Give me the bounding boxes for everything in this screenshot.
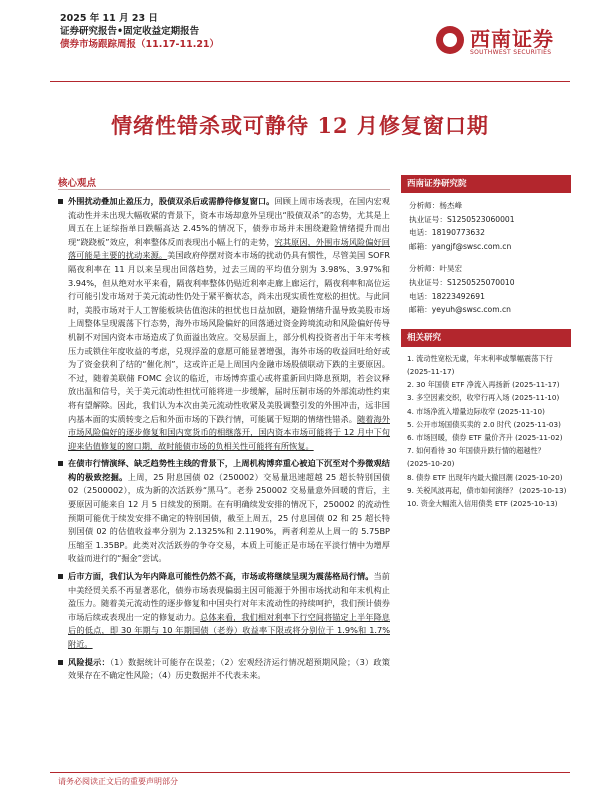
- analyst-spacer: [409, 253, 565, 262]
- paragraph-underlined: 总体来看，我们相对利率下行空间将锚定上半年降息后的低点，即 30 年期与 10 年期国债（老券）收益率下限或将分别位于 1.9%和 1.7%附近。: [68, 611, 390, 649]
- paragraph-body: 回顾上周市场表现，在国内宏观流动性并未出现大幅收紧的背景下，资本市场却意外呈现出“股债双杀”的态势，尤其是上周五在上证综指单日跌幅高达 2.45%的情况下，债券市场并未围绕避险情绪提升而出现“跷跷板”效应，利率整体反而表现出小幅上行的走势，: [68, 196, 390, 247]
- analyst-cert: 执业证号：S1250525070010: [409, 277, 515, 287]
- related-item[interactable]: 5. 公开市场国债买卖的 2.0 时代 (2025-11-03): [407, 419, 561, 429]
- core-view-section: [58, 175, 390, 687]
- paragraph-tail-underlined: 随着海外市场风险偏好的逐步修复和国内宽货币的相继落开，国内资本市场可能将于 12 月中下旬迎来估值修复的窗口期，故时能债市场的负相关性可能将有所恢复。: [68, 413, 390, 451]
- related-item[interactable]: 7. 如何看待 30 年国债升跌行情的超越性？ (2025-10-20): [407, 446, 545, 469]
- report-category: 证券研究报告•固定收益定期报告: [60, 26, 200, 37]
- paragraph-body: 上周，25 附息国债 02（250002）交易量迅速超越 25 超长特别国债 02（2500002），成为新的次活跃券“黑马”。老券 250002 交易量意外回暖的背后，主要原因可能来自 12 月 5 日续发的预期。在有明确续发安排的情况下，250002 的流动性预期可能优于续发安排不确定的特别国债，截至上周五，25 付息国债 02 和 25 超长特别国债 02 的估值收益率分别为 2.1325%和 2.1190%，两者利差从上周一的 5.75BP 压缩至 1.35BP。此类对次活跃券的争夺交易，本质上可能正是市场在平淡行情中为增厚收益而进行的“掘金”尝试。: [68, 471, 390, 564]
- core-view-paragraph-2: [58, 457, 390, 566]
- related-item[interactable]: 9. 关税风波再起，债市如何演绎？ (2025-10-13): [407, 485, 567, 495]
- analyst-name: 分析师：叶昊宏: [409, 264, 463, 274]
- core-view-paragraph-1: [58, 195, 390, 453]
- analyst-block: [401, 193, 571, 317]
- company-logo: [436, 22, 566, 58]
- report-meta: [60, 12, 219, 51]
- related-title: 相关研究: [401, 329, 571, 347]
- analyst-email[interactable]: 邮箱：yangjf@swsc.com.cn: [409, 241, 512, 251]
- related-item[interactable]: 1. 流动性宽松无虞，年末利率或掣幅震荡下行 (2025-11-17): [407, 353, 553, 376]
- logo-name-cn: 西南证券: [470, 27, 554, 51]
- logo-name-en: SOUTHWEST SECURITIES: [470, 49, 552, 56]
- related-item[interactable]: 6. 市场回暖，债券 ETF 量价齐升 (2025-11-02): [407, 432, 563, 442]
- paragraph-body: 当前中美经贸关系不再显著恶化，债券市场表现偏弱主因可能源于外围市场扰动和年末机构止盈压力。随着美元流动性的逐步修复和中国央行对年末流动性的持续呵护，我们预计债券市场后续或表现出一定的修复动力。: [68, 571, 390, 622]
- risk-body: （1）数据统计可能存在误差；（2）宏观经济运行情况超预期风险；（3）政策效果存在不确定性风险；（4）历史数据并不代表未来。: [68, 656, 390, 681]
- report-title: 情绪性错杀或可静待 12 月修复窗口期: [111, 113, 489, 138]
- analyst-email[interactable]: 邮箱：yeyuh@swsc.com.cn: [409, 305, 511, 315]
- analyst-cert: 执业证号：S1250523060001: [409, 214, 515, 224]
- paragraph-lead: 外围扰动叠加止盈压力，股债双杀后或需静待修复窗口。: [68, 196, 275, 206]
- related-item[interactable]: 3. 多空因素交织，收窄行再入场 (2025-11-10): [407, 393, 560, 403]
- related-list: [401, 347, 571, 510]
- analyst-phone: 电话：18190773632: [409, 228, 485, 238]
- paragraph-lead: 在债市行情演绎、缺乏趋势性主线的背景下，上周机构博弈重心被迫下沉至对个券微观结构的极致挖掘。: [68, 458, 390, 482]
- header-divider: [50, 81, 570, 82]
- paragraph-tail: 美国政府停摆对资本市场的扰动仍具有惯性，尽管美国 SOFR 隔夜利率在 11 月以来呈现出回落趋势，过去三周的平均值分别为 3.98%、3.97%和 3.94%，但从绝对水平来看，隔夜利率整体仍贴近利率走廊上廊运行，隔夜利率和高位运行可能引发市场对于美元流动性仍处于紧平衡状态，尚未出现实质性宽松的担忧。与此同时，美股市场对于人工智能板块估值泡沫的担忧也日益加剧，避险情绪升温导致美股市场上周整体呈现震荡下行态势，海外市场风险偏好的回落通过资金跨境流动和风险偏好传导机制不对国内资本市场造成了负面溢出效应。交易层面上，部分机构投资者出于年末考核压力或锁住年度收益的考虑，兑现浮盈的意愿可能显著增强，海外市场的收益回吐给好或为了资金获利了结的“催化剂”，这或许正是上周国内金融市场股债联动下跌的主要原因。不过，随着美联储 FOMC 会议的临近，市场博弈重心或将重新回归降息预期，若会议释放出温和信号，关于美元流动性担忧可能将进一步缓解，届时压制市场的外部流动性约束将有望解除。因此，我们认为本次由美元流动性收紧及美股调整引发的外围冲击，远非国内基本面的实质转变之后和外面市场的下跌行情，可能属于短期的情绪性错杀。: [68, 250, 390, 424]
- risk-lead: 风险提示：: [68, 656, 110, 667]
- risk-warning: [58, 656, 390, 683]
- sidebar: [401, 175, 571, 510]
- analyst-phone: 电话：18223492691: [409, 291, 485, 301]
- related-research: [401, 329, 571, 510]
- core-view-heading: 核心观点: [58, 175, 390, 190]
- related-item[interactable]: 8. 债券 ETF 出现年内最大撤回潮 (2025-10-20): [407, 472, 563, 482]
- footer-disclaimer: 请务必阅读正文后的重要声明部分: [58, 777, 178, 786]
- paragraph-lead: 后市方面，我们认为年内降息可能性仍然不高，市场或将继续呈现为震荡格局行情。: [68, 571, 374, 582]
- report-series: 债券市场跟踪周报（11.17-11.21）: [60, 39, 220, 50]
- logo-emblem-icon: [436, 26, 464, 54]
- footer-divider: [50, 772, 570, 773]
- related-item[interactable]: 4. 市场净流入增量边际收窄 (2025-11-10): [407, 406, 545, 416]
- core-view-paragraph-3: [58, 570, 390, 652]
- related-item[interactable]: 2. 30 年国债 ETF 净流入再扬新 (2025-11-17): [407, 380, 560, 390]
- analyst-name: 分析师：杨杰峰: [409, 201, 463, 210]
- report-date: 2025 年 11 月 23 日: [60, 13, 158, 24]
- sidebar-org-title: 西南证券研究院: [401, 175, 571, 193]
- paragraph-underlined: 究其原因，外围市场风险偏好回落可能是主要的扰动来源。: [68, 236, 390, 261]
- related-item[interactable]: 10. 资金大幅流入信用债类 ETF (2025-10-13): [407, 498, 558, 508]
